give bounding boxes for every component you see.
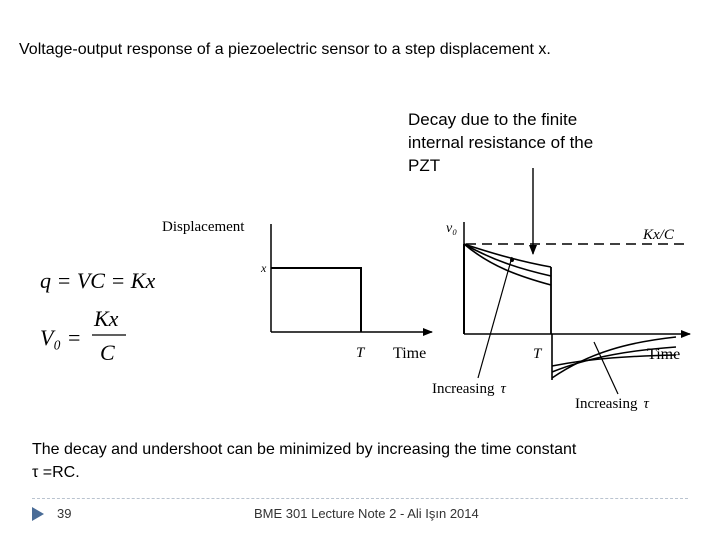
equation-voltage-numerator: Kx [94,306,119,331]
displacement-axis-label: Displacement [162,219,245,235]
left-time-label: Time [393,345,427,362]
equation-charge: q = VC = Kx [40,268,156,293]
voltage-axis-label: v₀ [446,221,458,236]
tau-symbol-1: τ [500,381,506,397]
displacement-plot [162,219,432,362]
equation-voltage-denominator: C [100,340,115,365]
increasing-tau-label-2 [575,396,649,412]
increasing-text-2: Increasing [575,396,638,412]
tau-symbol-2: τ [643,396,649,412]
footer-divider [32,498,688,499]
increasing-pointer-dot-1 [510,258,514,262]
caption-line-1: The decay and undershoot can be minimized by increasing the time constant [32,441,577,458]
increasing-pointer-1 [478,257,512,378]
caption-line-2: τ =RC. [32,464,80,481]
slide-caption [32,438,692,484]
step-displacement-curve [271,268,361,332]
increasing-pointer-2 [594,342,618,394]
title-text: Voltage-output response of a piezoelectric sensor to a step displacement [19,41,539,58]
left-t-label: T [356,345,365,361]
annotation-line-2: internal resistance of the [408,133,594,152]
title-variable: x. [538,41,551,58]
kx-over-c-label: Kx/C [643,227,674,243]
page-arrow-icon [32,507,44,521]
equation-voltage-lhs: V₀ = [40,325,82,350]
right-time-label: Time [647,346,681,363]
increasing-text-1: Increasing [432,381,495,397]
right-t-label: T [533,346,542,362]
footer-text: BME 301 Lecture Note 2 - Ali Işın 2014 [254,506,479,521]
annotation-line-3: PZT [408,156,441,175]
equations [40,268,155,365]
displacement-level-label: x [261,261,267,275]
voltage-plot [432,221,690,412]
page-number: 39 [57,506,72,521]
increasing-tau-label-1 [432,381,506,397]
annotation-line-1: Decay due to the finite [408,110,578,129]
